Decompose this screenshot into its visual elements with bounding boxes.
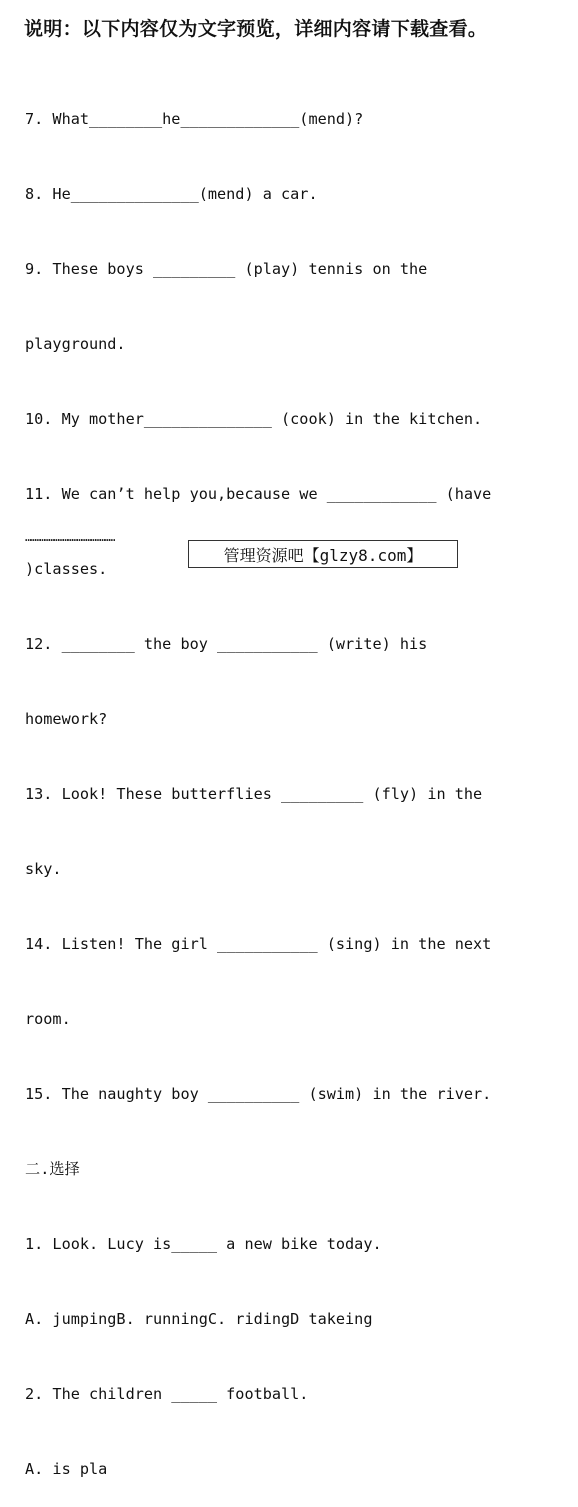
text-line: 1. Look. Lucy is_____ a new bike today. — [25, 1235, 382, 1253]
section-heading: 二.选择 — [25, 1160, 80, 1178]
text-line: 15. The naughty boy __________ (swim) in the river. — [25, 1085, 492, 1103]
text-line: 12. ________ the boy ___________ (write) his — [25, 635, 428, 653]
preview-notice: 说明：以下内容仅为文字预览，详细内容请下载查看。 — [24, 18, 488, 40]
text-line: 7. What________he_____________(mend)? — [25, 110, 364, 128]
truncation-dots: ………………………………………………… — [25, 530, 113, 544]
text-line: sky. — [25, 860, 62, 878]
text-line: 10. My mother______________ (cook) in the kitchen. — [25, 410, 483, 428]
text-line: 8. He______________(mend) a car. — [25, 185, 318, 203]
text-line: playground. — [25, 335, 126, 353]
source-link-box[interactable]: 管理资源吧【glzy8.com】 — [188, 540, 458, 568]
text-line: room. — [25, 1010, 71, 1028]
text-line: )classes. — [25, 560, 108, 578]
text-line: 14. Listen! The girl ___________ (sing) in the next — [25, 935, 492, 953]
text-line: homework? — [25, 710, 108, 728]
text-line: A. jumpingB. runningC. ridingD takeing — [25, 1310, 373, 1328]
document-body — [25, 57, 565, 1507]
text-line: 11. We can’t help you,because we ____________ (have — [25, 485, 492, 503]
text-line: A. is pla — [25, 1460, 108, 1478]
text-line: 9. These boys _________ (play) tennis on the — [25, 260, 428, 278]
text-line: 2. The children _____ football. — [25, 1385, 309, 1403]
text-line: 13. Look! These butterflies _________ (fly) in the — [25, 785, 483, 803]
